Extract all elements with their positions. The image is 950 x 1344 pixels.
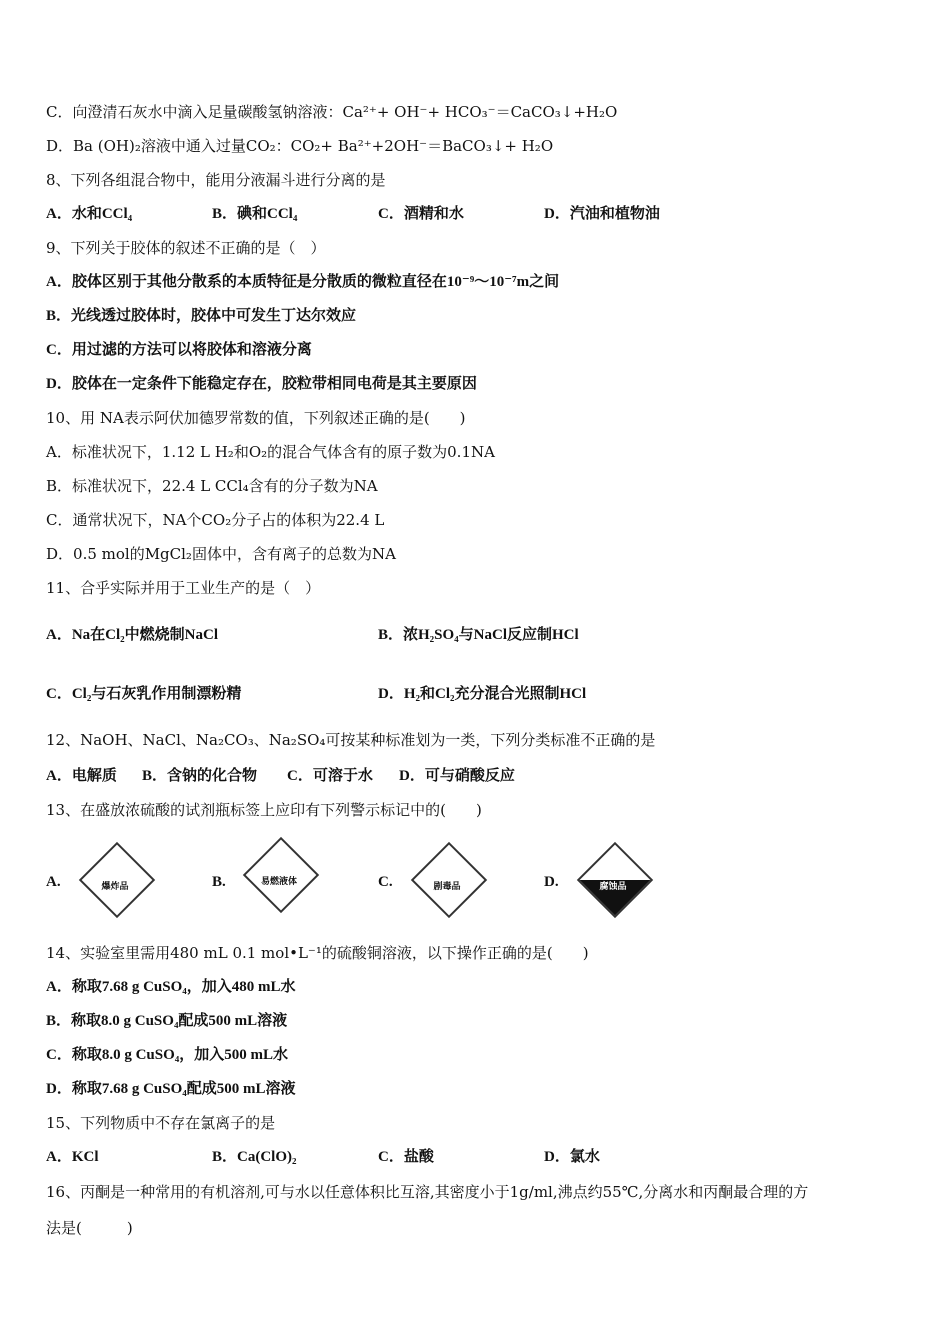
q15-option-c: C．盐酸 (378, 1149, 434, 1165)
q9-option-a: A．胶体区别于其他分散系的本质特征是分散质的微粒直径在10⁻⁹～10⁻⁷m之间 (46, 274, 560, 290)
q9-option-d: D．胶体在一定条件下能稳定存在，胶粒带相同电荷是其主要原因 (46, 376, 477, 392)
q15-option-a: A．KCl (46, 1149, 99, 1165)
q9-option-c: C．用过滤的方法可以将胶体和溶液分离 (46, 342, 312, 358)
q16-stem-cont: 法是( ) (46, 1219, 133, 1237)
q11-option-d: D．H₂和Cl₂充分混合光照制HCl (378, 686, 587, 702)
q8-option-d: D．汽油和植物油 (544, 206, 660, 222)
flammable-liquid-hazard-icon: 易燃液体 (244, 838, 314, 908)
q12-option-b: B．含钠的化合物 (142, 768, 258, 784)
corrosive-hazard-icon: 腐蚀品 (578, 843, 648, 913)
q8-option-b: B．碘和CCl₄ (212, 206, 298, 222)
q14-option-d: D．称取7.68 g CuSO₄配成500 mL溶液 (46, 1081, 296, 1097)
q8-stem: 8、下列各组混合物中，能用分液漏斗进行分离的是 (46, 171, 386, 189)
explosive-hazard-icon: 爆炸品 (80, 843, 150, 913)
q15-option-b: B．Ca(ClO)₂ (212, 1149, 297, 1165)
q8-option-c: C．酒精和水 (378, 206, 464, 222)
q13-option-a: A. (46, 874, 61, 890)
q15-stem: 15、下列物质中不存在氯离子的是 (46, 1114, 276, 1132)
q13-stem: 13、在盛放浓硫酸的试剂瓶标签上应印有下列警示标记中的( ) (46, 801, 482, 819)
q10-option-d: D．0.5 mol的MgCl₂固体中，含有离子的总数为NA (46, 545, 396, 563)
q14-option-a: A．称取7.68 g CuSO₄，加入480 mL水 (46, 979, 296, 995)
q13-option-d: D. (544, 874, 559, 890)
q10-option-b: B．标准状况下，22.4 L CCl₄含有的分子数为NA (46, 477, 378, 495)
q12-option-a: A．电解质 (46, 768, 117, 784)
q7-option-d: D．Ba (OH)₂溶液中通入过量CO₂：CO₂+ Ba²⁺+2OH⁻＝BaCO₃↓+ H₂O (46, 137, 554, 155)
q14-option-c: C．称取8.0 g CuSO₄，加入500 mL水 (46, 1047, 289, 1063)
q12-stem: 12、NaOH、NaCl、Na₂CO₃、Na₂SO₄可按某种标准划为一类，下列分类标准不正确的是 (46, 731, 656, 749)
q11-option-c: C．Cl₂与石灰乳作用制漂粉精 (46, 686, 242, 702)
q8-option-a: A．水和CCl₄ (46, 206, 133, 222)
q12-option-d: D．可与硝酸反应 (399, 768, 515, 784)
q13-option-c: C. (378, 874, 393, 890)
q15-option-d: D．氯水 (544, 1149, 600, 1165)
q16-stem: 16、丙酮是一种常用的有机溶剂,可与水以任意体积比互溶,其密度小于1g/ml,沸点约55℃,分离水和丙酮最合理的方 (46, 1183, 809, 1201)
q9-option-b: B．光线透过胶体时，胶体中可发生丁达尔效应 (46, 308, 357, 324)
q10-option-c: C．通常状况下，NA个CO₂分子占的体积为22.4 L (46, 511, 385, 529)
q11-option-a: A．Na在Cl₂中燃烧制NaCl (46, 627, 218, 643)
q13-option-b: B. (212, 874, 226, 890)
q11-stem: 11、合乎实际并用于工业生产的是（ ） (46, 579, 321, 597)
q10-option-a: A．标准状况下，1.12 L H₂和O₂的混合气体含有的原子数为0.1NA (46, 443, 495, 461)
toxic-hazard-icon: 剧毒品 (412, 843, 482, 913)
q7-option-c: C．向澄清石灰水中滴入足量碳酸氢钠溶液：Ca²⁺+ OH⁻+ HCO₃⁻＝CaCO₃↓+H₂O (46, 103, 618, 121)
q12-option-c: C．可溶于水 (287, 768, 373, 784)
q14-option-b: B．称取8.0 g CuSO₄配成500 mL溶液 (46, 1013, 288, 1029)
q10-stem: 10、用 NA表示阿伏加德罗常数的值，下列叙述正确的是( ) (46, 409, 466, 427)
q9-stem: 9、下列关于胶体的叙述不正确的是（ ） (46, 239, 326, 257)
q14-stem: 14、实验室里需用480 mL 0.1 mol•L⁻¹的硫酸铜溶液，以下操作正确的是( ) (46, 944, 589, 962)
q11-option-b: B．浓H₂SO₄与NaCl反应制HCl (378, 627, 579, 643)
